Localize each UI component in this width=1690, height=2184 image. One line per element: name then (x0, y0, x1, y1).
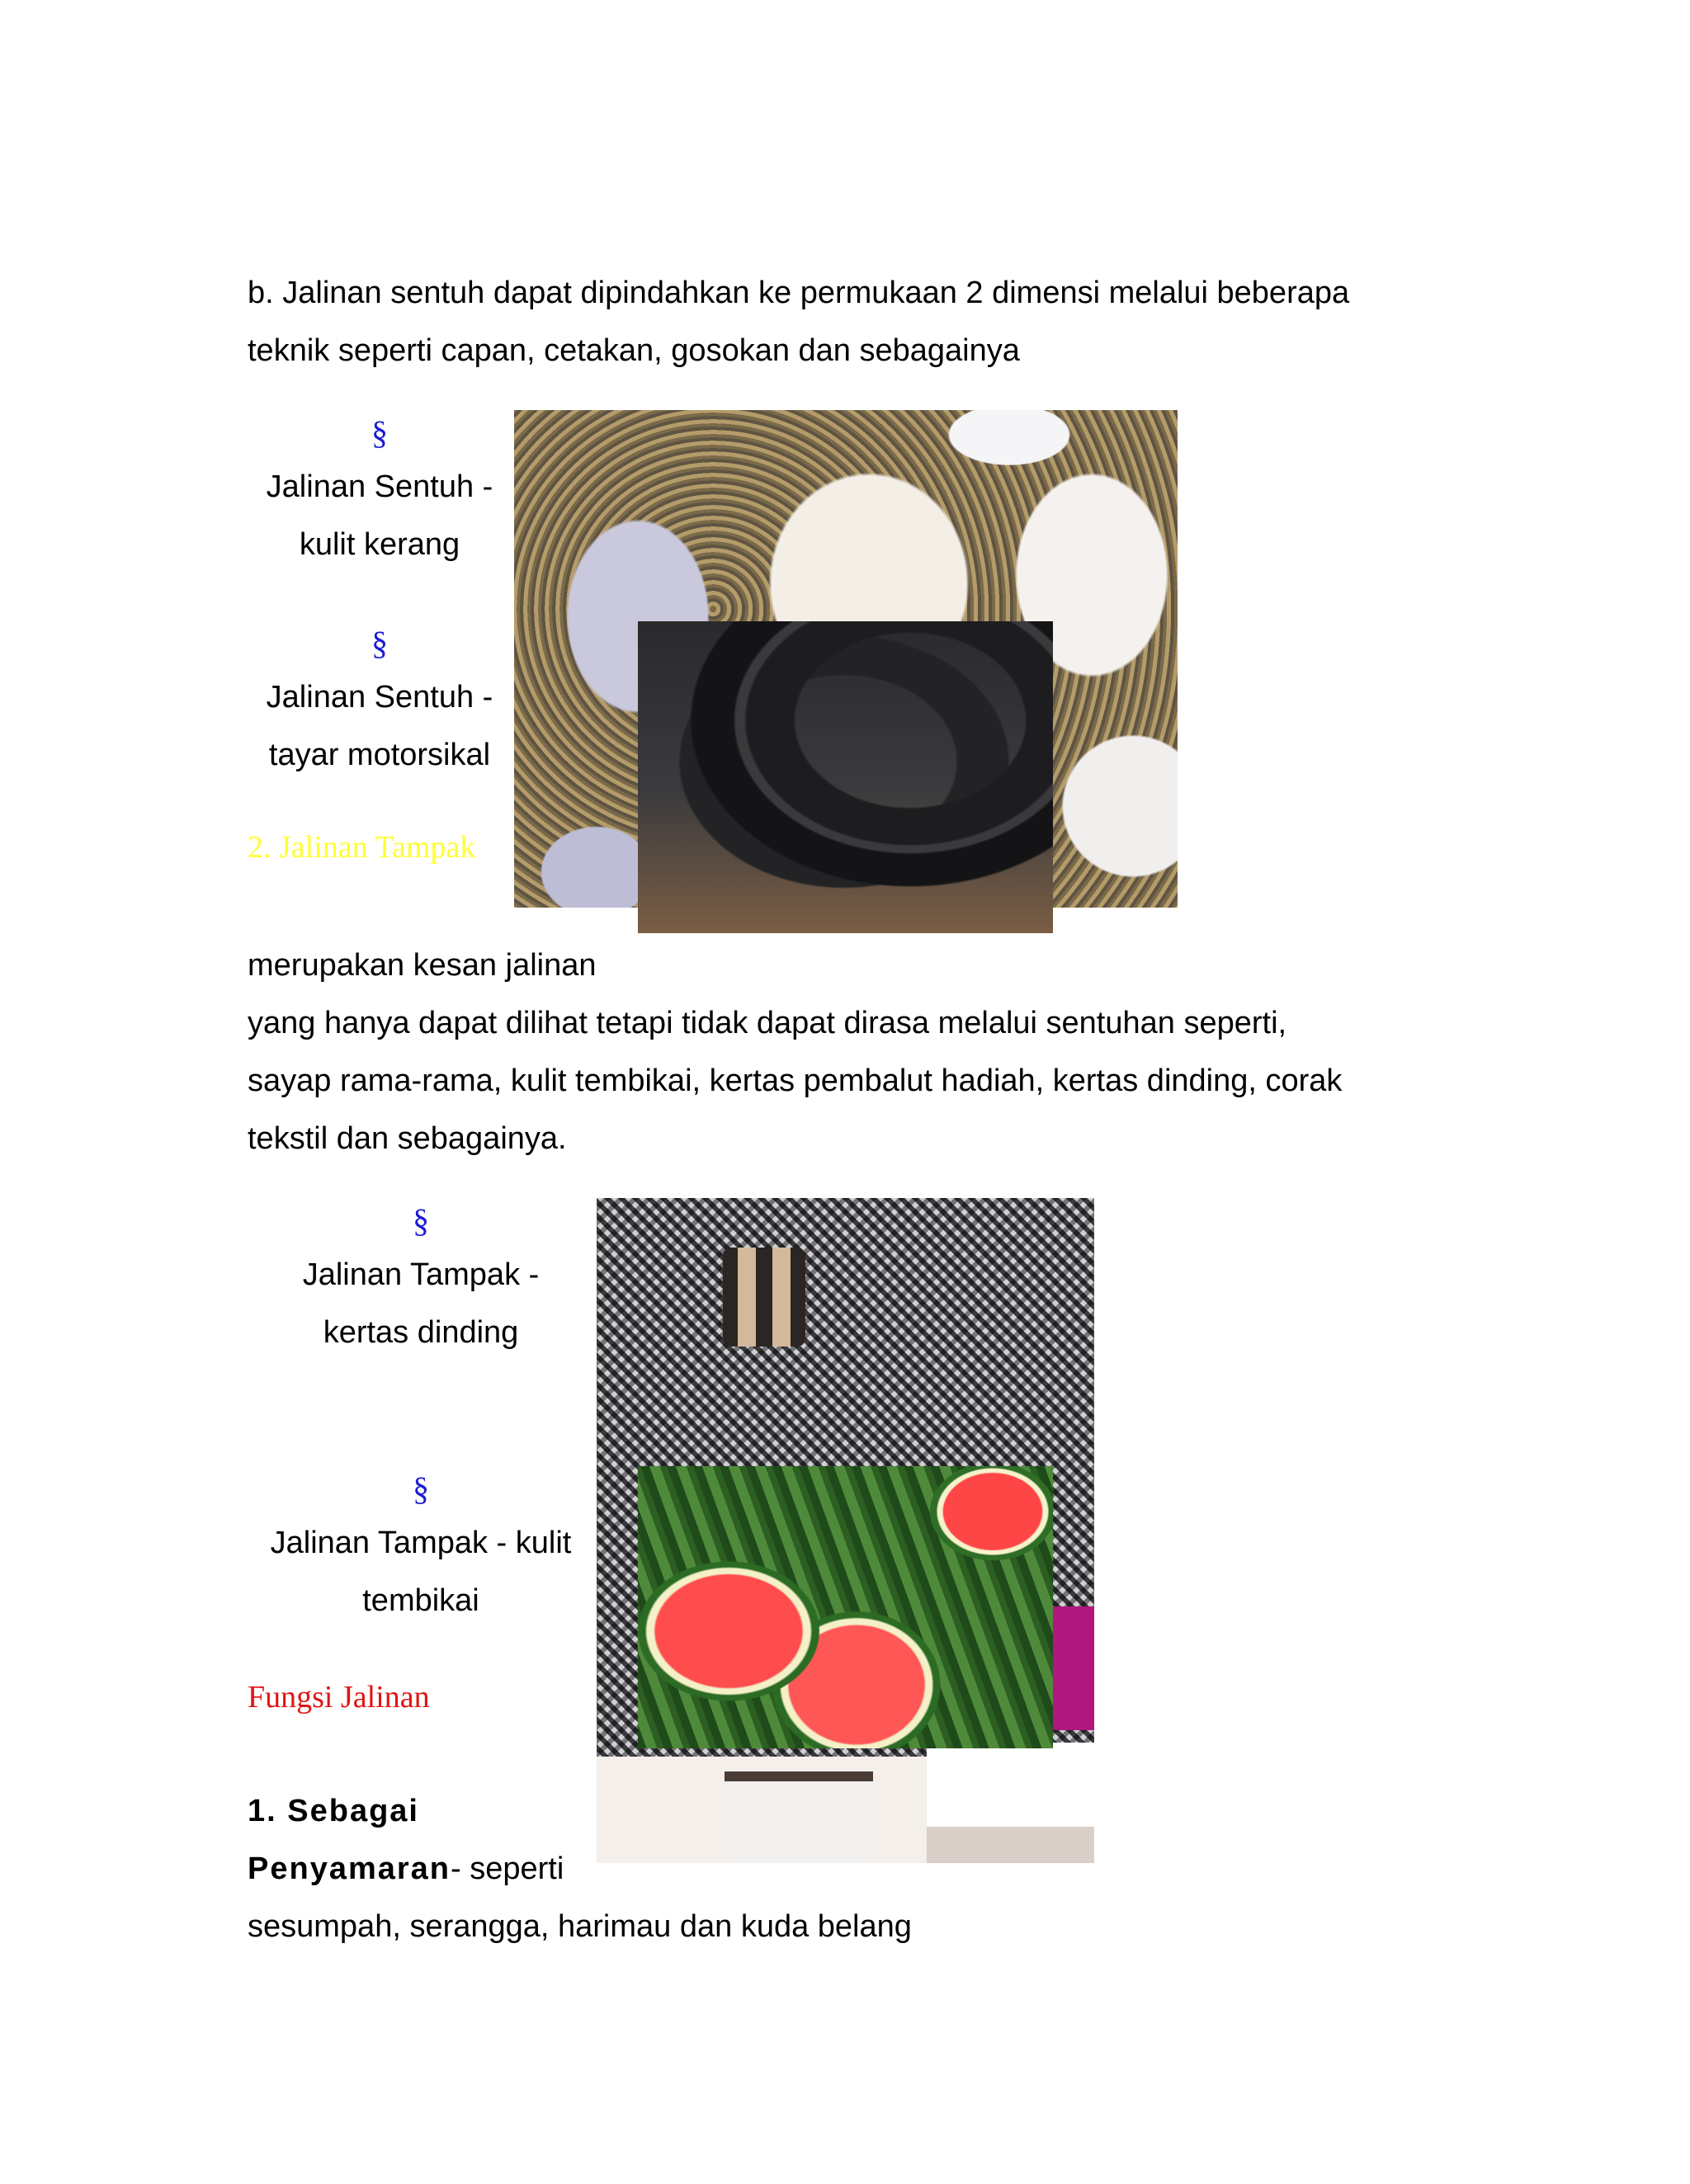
watermelon-texture-image (638, 1466, 1053, 1748)
caption-line: Jalinan Tampak - (302, 1257, 540, 1292)
caption-kertas-dinding (272, 1246, 569, 1361)
fungsi-item-1-title-cont: Penyamaran (248, 1851, 451, 1886)
paragraph-jalinan-tampak (248, 936, 1485, 1167)
caption-kulit-kerang (248, 458, 512, 573)
caption-line: Jalinan Tampak - kulit (270, 1526, 572, 1560)
heading-fungsi-jalinan: Fungsi Jalinan (248, 1680, 430, 1715)
heading-jalinan-tampak: 2. Jalinan Tampak (248, 830, 476, 865)
caption-line: tembikai (362, 1583, 479, 1618)
fungsi-item-1-text: - seperti (451, 1851, 564, 1886)
caption-kulit-tembikai (248, 1514, 594, 1630)
caption-line: kertas dinding (323, 1315, 519, 1350)
paragraph-b-line-1: b. Jalinan sentuh dapat dipindahkan ke permukaan 2 dimensi melalui beberapa (248, 276, 1350, 310)
section-symbol-icon: § (371, 414, 388, 451)
paragraph-line: merupakan kesan jalinan (248, 948, 597, 983)
paragraph-b-line-2: teknik seperti capan, cetakan, gosokan dan sebagainya (248, 333, 1020, 368)
paragraph-b (248, 264, 1485, 380)
wall-lamp (723, 1248, 805, 1347)
paragraph-line: tekstil dan sebagainya. (248, 1121, 567, 1156)
caption-line: Jalinan Sentuh - (266, 469, 493, 504)
caption-line: Jalinan Sentuh - (266, 680, 493, 715)
tyre-texture-image (638, 621, 1053, 933)
caption-line: tayar motorsikal (268, 738, 491, 772)
paragraph-line: sayap rama-rama, kulit tembikai, kertas pembalut hadiah, kertas dinding, corak (248, 1064, 1343, 1098)
fungsi-item-1 (248, 1782, 1238, 1955)
section-symbol-icon: § (413, 1202, 429, 1239)
caption-tayar-motorsikal (248, 668, 512, 784)
section-symbol-icon: § (413, 1470, 429, 1507)
fungsi-item-1-text-line: sesumpah, serangga, harimau dan kuda belang (248, 1909, 912, 1944)
pillow (1046, 1606, 1094, 1730)
paragraph-line: yang hanya dapat dilihat tetapi tidak dapat dirasa melalui sentuhan seperti, (248, 1006, 1287, 1040)
caption-line: kulit kerang (299, 527, 460, 562)
fungsi-item-1-title: 1. Sebagai (248, 1794, 419, 1828)
section-symbol-icon: § (371, 625, 388, 662)
